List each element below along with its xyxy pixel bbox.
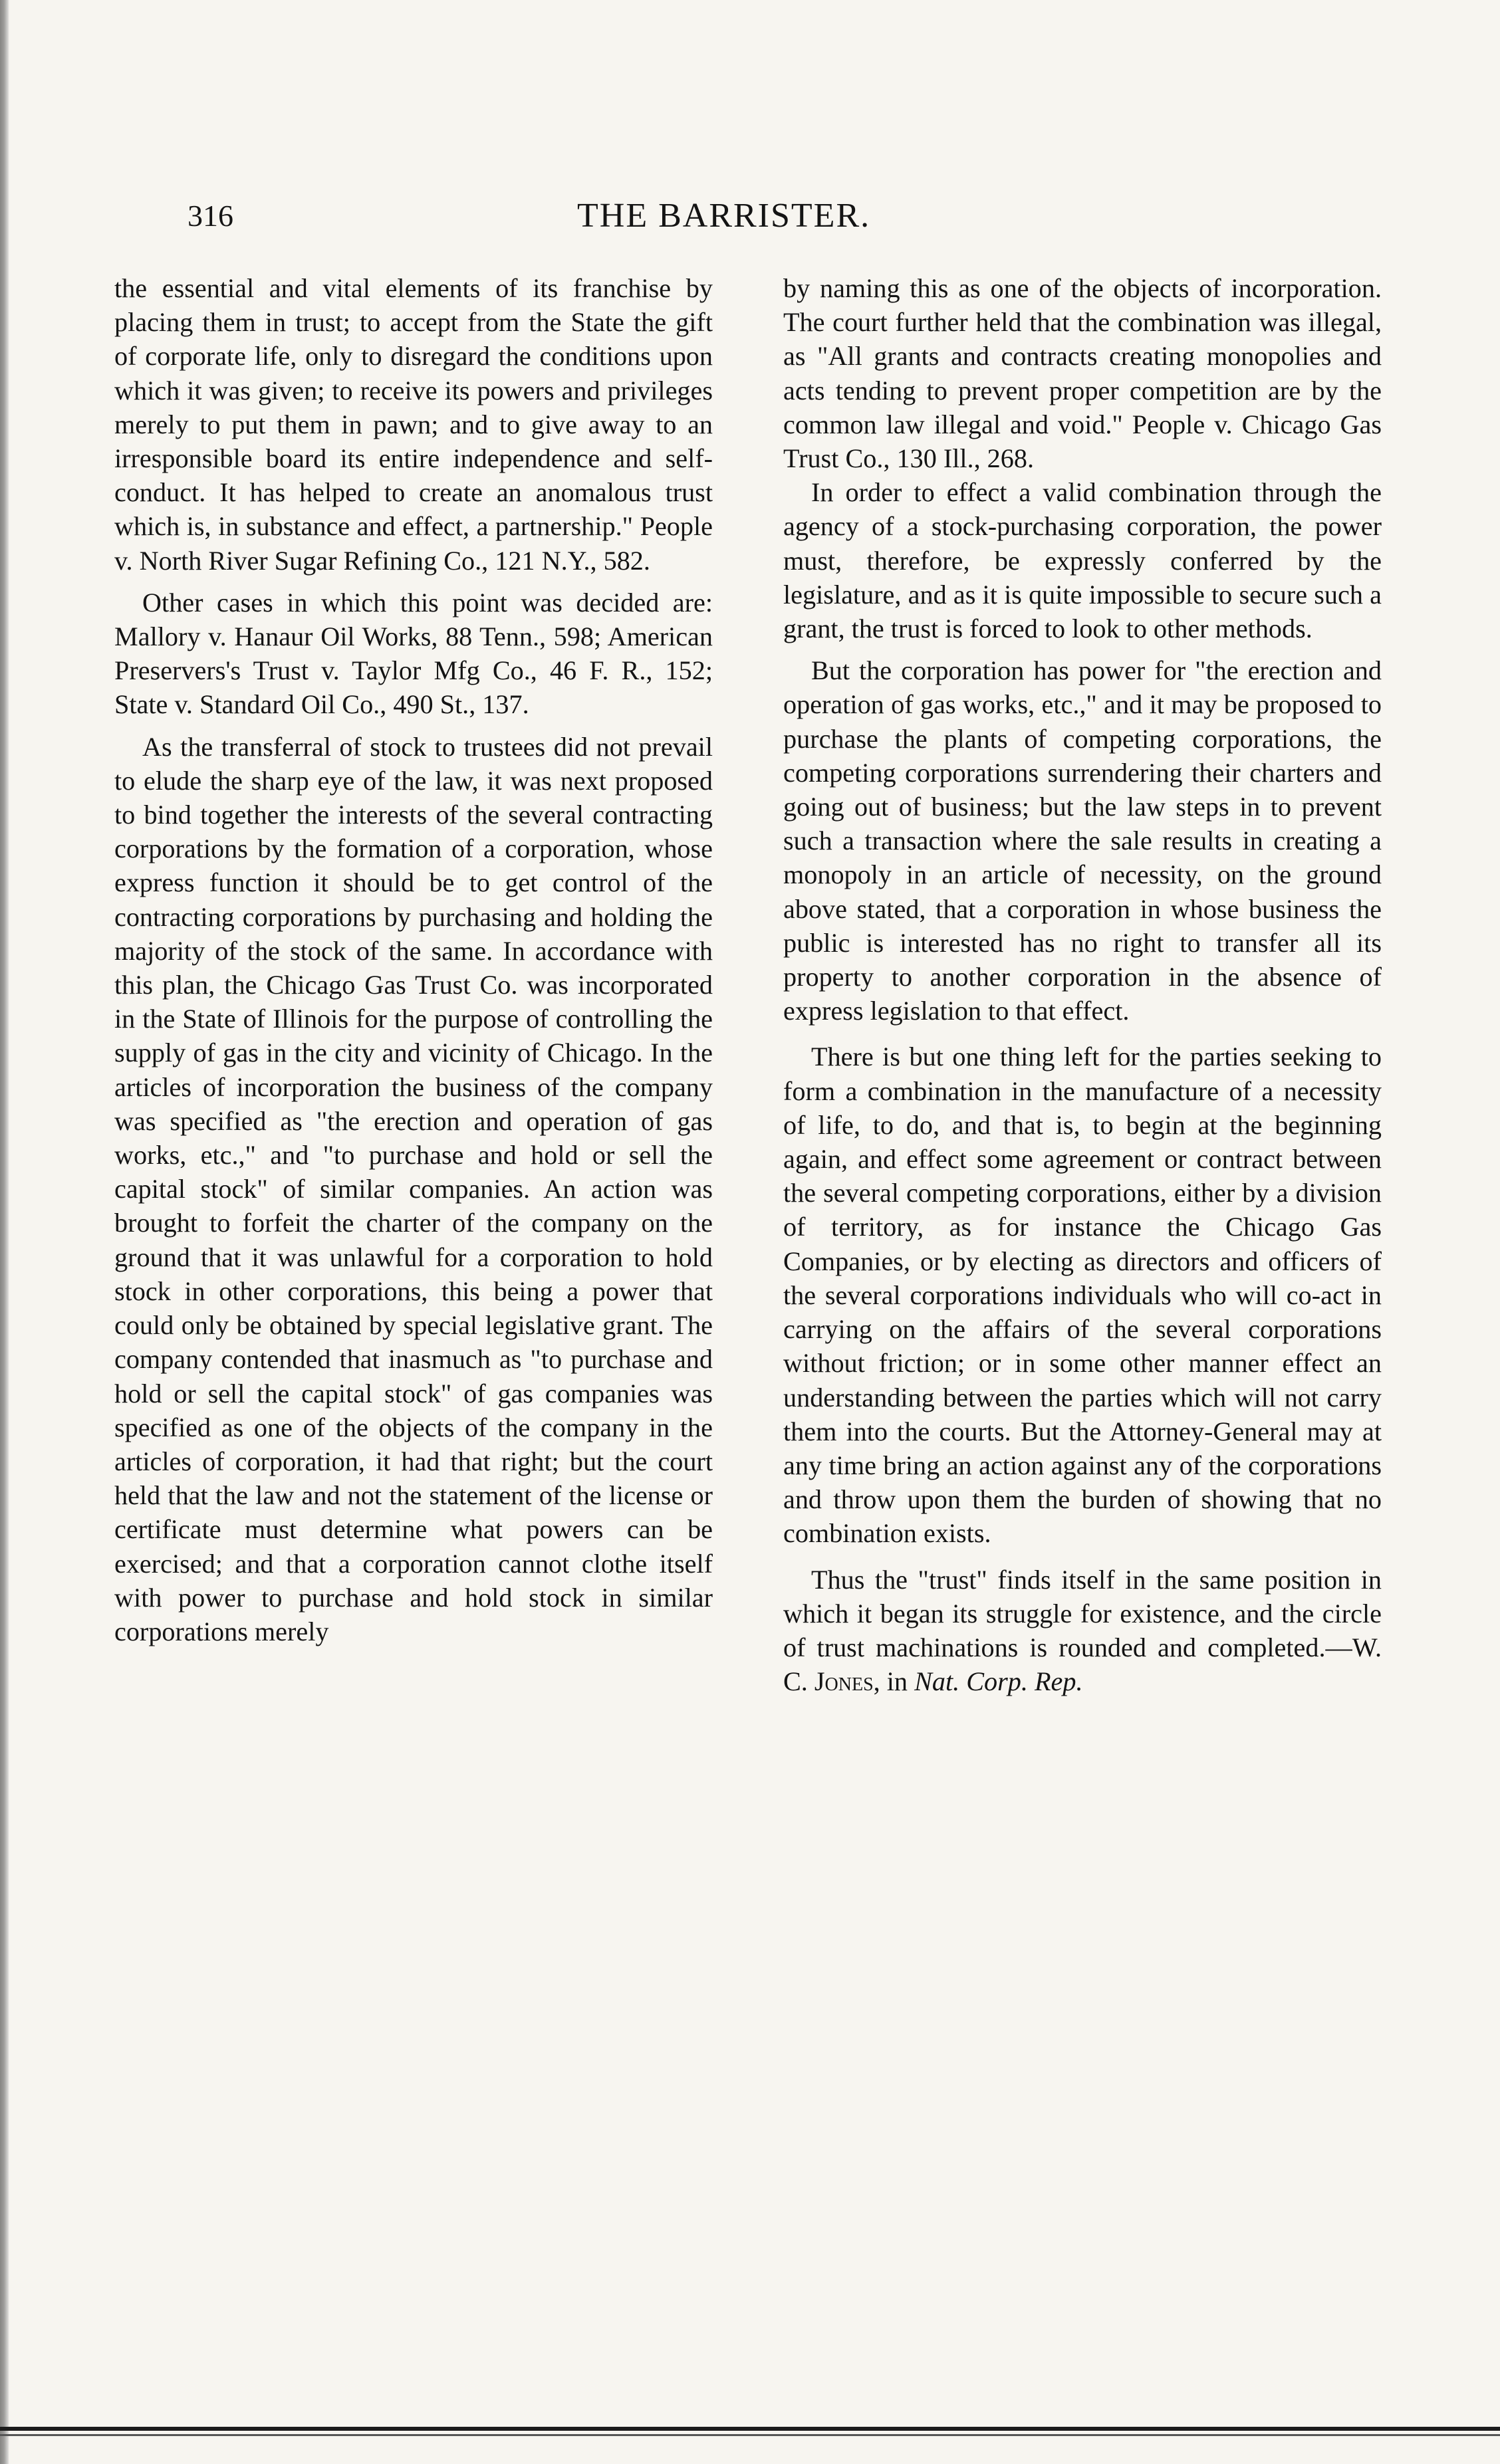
- paragraph-left-3: As the transferral of stock to trustees did not prevail to elude the sharp eye of the law, it was next proposed to bind together the interests of the several contracting corporations by the formation of a corporation, whose express function it should be to get control of the contracting corporations by purchasing and holding the majority of the stock of the same. In accordance with this plan, the Chicago Gas Trust Co. was incorporated in the State of Illinois for the purpose of controlling the supply of gas in the city and vicinity of Chicago. In the articles of incorporation the business of the company was specified as "the erection and operation of gas works, etc.," and "to purchase and hold or sell the capital stock" of similar companies. An action was brought to forfeit the charter of the company on the ground that it was unlawful for a corporation to hold stock in other corporations, this being a power that could only be obtained by special legislative grant. The company contended that inasmuch as "to purchase and hold or sell the capital stock" of gas companies was specified as one of the objects of the company in the articles of corporation, it had that right; but the court held that the law and not the statement of the license or certificate must determine what powers can be exercised; and that a corporation cannot clothe itself with power to purchase and hold stock in similar corporations merely: [114, 731, 713, 1646]
- paragraph-right-2: In order to effect a valid combination through the agency of a stock-purchasing corporation, the power must, therefore, be expressly conferred by the legislature, and as it is quite impossible to secure such a grant, the trust is forced to look to other methods.: [783, 477, 1382, 644]
- paragraph-left-1: the essential and vital elements of its franchise by placing them in trust; to accept from the State the gift of corporate life, only to disregard the conditions upon which it was given; to receive its powers and privileges merely to put them in pawn; and to give away to an irresponsible board its entire independence and self-conduct. It has helped to create an anomalous trust which is, in substance and effect, a partnership." People v. North River Sugar Refining Co., 121 N.Y., 582.: [114, 273, 713, 576]
- paragraph-right-5: [783, 1563, 1382, 1699]
- author-name: Jones: [814, 1666, 874, 1697]
- paragraph-right-1: by naming this as one of the objects of incorporation. The court further held that the combination was illegal, as "All grants and contracts creating monopolies and acts tending to prevent proper competition are by the common law illegal and void." People v. Chicago Gas Trust Co., 130 Ill., 268.: [783, 273, 1382, 474]
- paragraph-left-2: Other cases in which this point was decided are: Mallory v. Hanaur Oil Works, 88 Tenn., 598; American Preservers's Trust v. Taylor Mfg Co., 46 F. R., 152; State v. Standard Oil Co., 490 St., 137.: [114, 587, 713, 720]
- left-column: [114, 271, 713, 1648]
- paragraph-right-3: But the corporation has power for "the erection and operation of gas works, etc.," and it may be proposed to purchase the plants of competing corporations, the competing corporations surrendering their charters and going out of business; but the law steps in to prevent such a transaction where the sale results in creating a monopoly in an article of necessity, on the ground above stated, that a corporation in whose business the public is interested has no right to transfer all its property to another corporation in the absence of express legislation to that effect.: [783, 655, 1382, 1026]
- bottom-rule: [0, 2427, 1500, 2431]
- page-header: [188, 193, 1418, 246]
- source-citation: Nat. Corp. Rep.: [914, 1666, 1083, 1697]
- running-title: THE BARRISTER.: [577, 197, 871, 235]
- signature-connector: , in: [873, 1666, 915, 1697]
- page-number: 316: [188, 199, 233, 233]
- page-binding-edge: [0, 0, 9, 2464]
- bottom-rule-thin: [0, 2434, 1500, 2436]
- right-column: [783, 271, 1382, 1698]
- closing-text: Thus the "trust" finds itself in the same position in which it began its struggle for existence, and the circle of trust machinations is rounded and completed.—W. C.: [783, 1564, 1382, 1697]
- paragraph-right-4: There is but one thing left for the parties seeking to form a combination in the manufacture of a necessity of life, to do, and that is, to begin at the beginning again, and effect some agreement or contract between the several competing corporations, either by a division of territory, as for instance the Chicago Gas Companies, or by electing as directors and officers of the several corporations individuals who will co-act in carrying on the affairs of the several corporations without friction; or in some other manner effect an understanding between the parties which will not carry them into the courts. But the Attorney-General may at any time bring an action against any of the corporations and throw upon them the burden of showing that no combination exists.: [783, 1042, 1382, 1549]
